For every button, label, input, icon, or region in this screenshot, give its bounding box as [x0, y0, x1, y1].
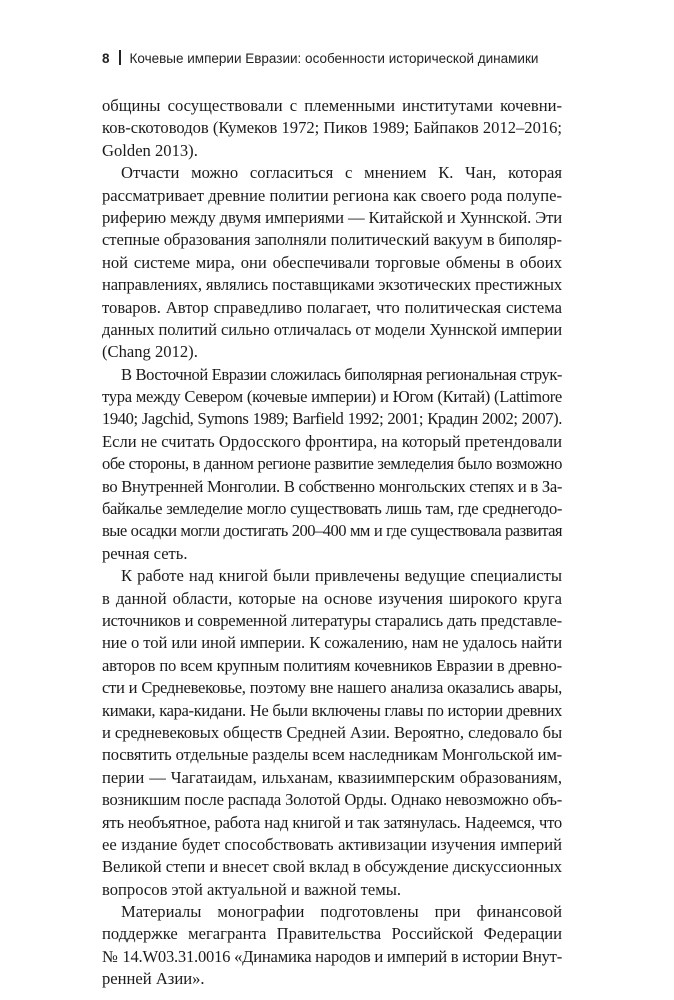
text-line: Великой степи и внесет свой вклад в обсуждение дискуссионных: [102, 857, 562, 877]
text-line: тура между Севером (кочевые империи) и Югом (Китай) (Lattimore: [102, 387, 562, 407]
text-line: риферию между двумя империями — Китайской и Хуннской. Эти: [102, 207, 562, 227]
text-line: направлениях, являлись поставщиками экзотических престижных: [102, 275, 562, 295]
running-header: [102, 50, 538, 68]
text-line: авторов по всем крупным политиям кочевников Евразии в древно-: [102, 655, 562, 675]
page-number: 8: [102, 51, 110, 66]
text-line: в данной области, которые на основе изучения широкого круга: [102, 588, 562, 608]
text-line: поддержке мегагранта Правительства Российской Федерации: [102, 924, 562, 944]
text-line: В Восточной Евразии сложилась биполярная региональная струк-: [121, 364, 562, 384]
text-line: товаров. Автор справедливо полагает, что политическая система: [102, 297, 562, 317]
text-line: байкалье земледелие могло существовать лишь там, где среднегодо-: [102, 499, 562, 519]
text-line: и средневековых обществ Средней Азии. Вероятно, следовало бы: [102, 722, 562, 742]
text-line: № 14.W03.31.0016 «Динамика народов и империй в истории Внут-: [102, 946, 562, 966]
text-line: степные образования заполняли политический вакуум в биполяр-: [102, 230, 562, 250]
text-line: ной системе мира, они обеспечивали торговые обмены в обоих: [102, 252, 562, 272]
text-line: Если не считать Ордосского фронтира, на который претендовали: [102, 431, 562, 451]
text-line: ние о той или иной империи. К сожалению, нам не удалось найти: [102, 633, 562, 653]
text-line: ренней Азии».: [102, 969, 205, 989]
text-line: Отчасти можно согласиться с мнением К. Чан, которая: [121, 163, 562, 183]
header-separator: [119, 50, 121, 65]
text-line: ее издание будет способствовать активизации изучения империй: [102, 834, 562, 854]
text-line: (Chang 2012).: [102, 342, 198, 362]
text-line: вопросов этой актуальной и важной темы.: [102, 879, 402, 899]
text-line: вые осадки могли достигать 200–400 мм и где существовала развитая: [102, 521, 562, 541]
text-line: данных политий сильно отличалась от модели Хуннской империи: [102, 319, 562, 339]
text-line: во Внутренней Монголии. В собственно монгольских степях и в За-: [102, 476, 562, 496]
text-line: Golden 2013).: [102, 140, 198, 160]
text-line: кимаки, кара-кидани. Не были включены главы по истории древних: [102, 700, 562, 720]
text-line: общины сосуществовали с племенными институтами кочевни-: [102, 96, 562, 115]
text-line: ков-скотоводов (Кумеков 1972; Пиков 1989; Байпаков 2012–2016;: [102, 118, 562, 138]
text-line: посвятить отдельные разделы всем наследникам Монгольской им-: [102, 745, 562, 765]
text-line: Материалы монографии подготовлены при финансовой: [121, 902, 562, 922]
text-line: 1940; Jagchid, Symons 1989; Barfield 1992; 2001; Крадин 2002; 2007).: [102, 409, 562, 429]
text-line: возникшим после распада Золотой Орды. Однако невозможно объ-: [102, 790, 562, 810]
text-line: обе стороны, в данном регионе развитие земледелия было возможно: [102, 454, 562, 474]
page-body-text: [102, 95, 562, 991]
running-title: Кочевые империи Евразии: особенности исторической динамики: [129, 51, 539, 66]
text-line: К работе над книгой были привлечены ведущие специалисты: [121, 566, 562, 586]
text-line: речная сеть.: [102, 543, 188, 563]
text-line: источников и современной литературы старались дать представле-: [102, 610, 562, 630]
text-line: перии — Чагатаидам, ильханам, квазиимперским образованиям,: [102, 767, 562, 787]
text-line: сти и Средневековье, поэтому вне нашего анализа оказались авары,: [102, 678, 562, 698]
text-line: ять необъятное, работа над книгой и так затянулась. Надеемся, что: [102, 812, 562, 832]
text-line: рассматривает древние политии региона как своего рода полупе-: [102, 185, 562, 205]
